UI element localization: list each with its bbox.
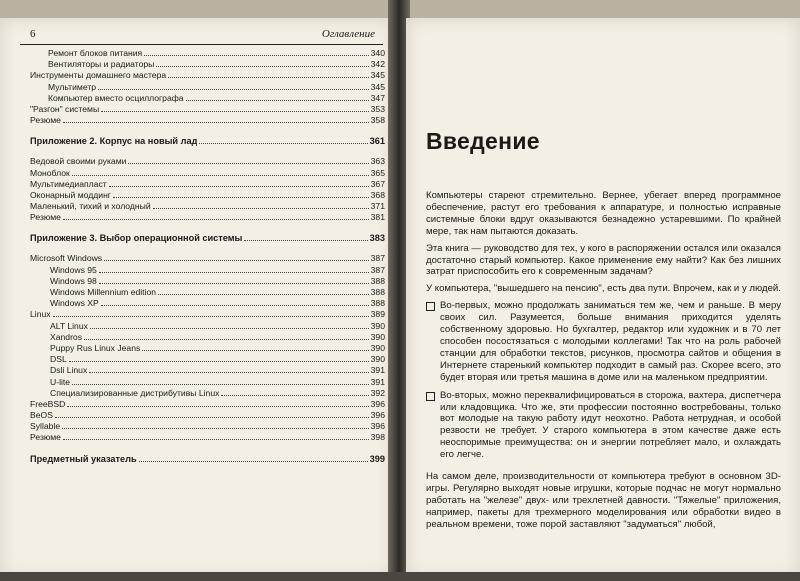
toc-entry-title: Оконарный моддинг (30, 189, 111, 200)
toc-page-number: 399 (369, 453, 385, 464)
toc-entry-title: Ремонт блоков питания (48, 48, 143, 58)
toc-entry-title: Xandros (50, 331, 83, 342)
toc-page-number: 340 (370, 48, 385, 58)
toc-entry-title: ALT Linux (50, 320, 88, 331)
toc-page-number: 388 (370, 287, 385, 297)
bullet-item (426, 300, 781, 383)
toc-entry-title: Компьютер вместо осциллографа (48, 92, 184, 103)
toc-entry-title: Linux (30, 309, 51, 320)
toc-page-number: 353 (370, 103, 385, 114)
toc-entry (30, 276, 385, 287)
toc-leader-dots (55, 417, 369, 418)
bullet-text: Во-первых, можно продолжать заниматься тем же, чем и раньше. В меру своих сил. Разумеется, больше внимания приходится уделять собственному здоровью. Но бухгалтер, редактор или художник и в 70 лет способен посостязаться с молодыми коллегами! Так что на роль рабочей станции для обработки текстов, рисунков, просмотра сайтов и общения в Интернете старенький компьютер подходит в самый раз. Скорее всего, это будет вторая или третья машина в доме или на маленьком предприятии. (440, 300, 781, 383)
toc-entry (30, 265, 385, 276)
toc-page-number: 390 (370, 342, 385, 353)
left-page (0, 18, 393, 578)
toc-page-number: 392 (370, 387, 385, 398)
toc-page-number: 387 (370, 253, 385, 264)
toc-entry (30, 432, 385, 443)
toc-leader-dots (186, 100, 369, 101)
toc-page-number: 363 (370, 156, 385, 167)
toc-entry-title: Microsoft Windows (30, 253, 103, 264)
toc-entry-title: Специализированные дистрибутивы Linux (50, 387, 220, 398)
toc-leader-dots (104, 260, 369, 261)
toc-leader-dots (90, 328, 369, 329)
toc-entry (30, 321, 385, 332)
toc-leader-dots (84, 339, 369, 340)
toc-entry (30, 377, 385, 388)
bullet-item (426, 390, 781, 461)
paragraph: У компьютера, "вышедшего на пенсию", есть два пути. Впрочем, как и у людей. (426, 283, 781, 295)
chapter-title: Введение (426, 128, 540, 154)
toc-page-number: 345 (370, 81, 385, 92)
toc-leader-dots (72, 384, 369, 385)
toc-entry (30, 309, 385, 320)
toc-entry-title: Dsli Linux (50, 365, 88, 376)
toc-entry-title: Резюме (30, 212, 61, 223)
toc-chapter-entry (30, 231, 385, 245)
toc-leader-dots (128, 163, 368, 164)
toc-leader-dots (101, 111, 369, 112)
toc-entry-title: Puppy Rus Linux Jeans (50, 342, 141, 353)
toc-entry (30, 104, 385, 115)
toc-spacer (30, 148, 385, 156)
toc-page-number: 389 (370, 309, 385, 320)
toc-entry-title: Маленький, тихий и холодный (30, 201, 151, 212)
toc-page-number: 387 (370, 264, 385, 275)
checkbox-bullet-icon (426, 392, 435, 401)
paragraph: На самом деле, производительности от компьютера требуют в основном 3D-игры. Регулярно выходят новые игрушки, которые подчас не могут нормально работать на "железе" двух- или трехлетней давности. "Тяжелые" приложения, например, пакеты для трехмерного моделирования или обработки видео в реальном времени, тоже порой заставляют "задуматься" любой, (426, 471, 781, 530)
chapter-body (426, 190, 781, 536)
toc-entry-title: Приложение 2. Корпус на новый лад (30, 136, 198, 147)
toc-spacer (30, 223, 385, 231)
toc-page-number: 390 (370, 331, 385, 342)
toc-leader-dots (98, 89, 369, 90)
toc-leader-dots (158, 294, 369, 295)
toc-entry-title: U-lite (50, 376, 71, 387)
toc-entry-title: Вентиляторы и радиаторы (48, 59, 155, 70)
toc-entry (30, 190, 385, 201)
toc-entry-title: Windows XP (50, 298, 99, 309)
toc-entry (30, 179, 385, 190)
toc-entry-title: Ведовой своими руками (30, 156, 127, 167)
toc-entry (30, 365, 385, 376)
toc-page-number: 365 (370, 167, 385, 178)
paragraph: Эта книга — руководство для тех, у кого в распоряжении остался или оказался достаточно старый компьютер. Какое применение ему найти? Как без лишних затрат приспособить его к современным задачам? (426, 242, 781, 278)
toc-entry (30, 388, 385, 399)
toc-entry (30, 287, 385, 298)
toc-entry (30, 59, 385, 70)
toc-leader-dots (99, 272, 369, 273)
toc-entry (30, 343, 385, 354)
toc-entry-title: Windows Millennium edition (50, 287, 157, 297)
toc-page-number: 358 (370, 115, 385, 126)
toc-entry-title: Windows 95 (50, 264, 97, 275)
toc-entry-title: Резюме (30, 115, 61, 126)
toc-entry-title: "Разгон" системы (30, 103, 100, 114)
toc-entry (30, 82, 385, 93)
toc-leader-dots (142, 350, 368, 351)
toc-leader-dots (72, 175, 369, 176)
toc-page-number: 398 (370, 432, 385, 443)
toc-entry (30, 93, 385, 104)
toc-entry (30, 156, 385, 167)
toc-leader-dots (199, 143, 367, 144)
running-head (20, 28, 383, 45)
running-title: Оглавление (321, 28, 375, 40)
toc-entry-title: Мультимедиапласт (30, 178, 107, 189)
toc-page-number: 381 (370, 212, 385, 223)
checkbox-bullet-icon (426, 302, 435, 311)
toc-entry (30, 115, 385, 126)
table-of-contents (30, 48, 385, 474)
paragraph: Компьютеры стареют стремительно. Вернее, убегает вперед программное обеспечение, растут его требования к аппаратуре, и полностью исправные системные блоки вдруг оказываются безнадежно устаревшими. По крайней мере, так нам пытаются доказать. (426, 190, 781, 237)
toc-page-number: 361 (369, 136, 385, 147)
toc-page-number: 383 (369, 233, 385, 244)
toc-entry-title: Предметный указатель (30, 453, 137, 464)
toc-entry (30, 332, 385, 343)
toc-page-number: 390 (370, 354, 385, 365)
toc-entry (30, 253, 385, 264)
toc-leader-dots (69, 361, 369, 362)
toc-page-number: 342 (370, 59, 385, 70)
toc-leader-dots (221, 395, 368, 396)
toc-entry (30, 48, 385, 59)
toc-leader-dots (113, 197, 369, 198)
toc-spacer (30, 245, 385, 253)
toc-entry-title: Резюме (30, 432, 61, 443)
toc-leader-dots (144, 55, 368, 56)
toc-page-number: 396 (370, 421, 385, 432)
toc-chapter-entry (30, 452, 385, 466)
toc-page-number: 371 (370, 201, 385, 212)
toc-entry (30, 410, 385, 421)
toc-page-number: 367 (370, 178, 385, 189)
toc-page-number: 368 (370, 189, 385, 200)
toc-spacer (30, 466, 385, 474)
toc-page-number: 391 (370, 376, 385, 387)
toc-leader-dots (67, 406, 368, 407)
bullet-text: Во-вторых, можно переквалифицироваться в сторожа, вахтера, диспетчера или кладовщика. Что же, эти профессии постоянно востребованы, только вот молодые на такую работу идут неохотно. Работа нетрудная, и особой резвости не требует. У старого компьютера в этом качестве даже есть неоспоримые преимущества: он и энергии потребляет мало, и охлаждать его легче. (440, 389, 781, 461)
toc-leader-dots (99, 283, 369, 284)
toc-page-number: 347 (370, 92, 385, 103)
toc-leader-dots (168, 77, 369, 78)
toc-entry-title: Моноблок (30, 167, 70, 178)
toc-entry-title: BeOS (30, 410, 53, 421)
toc-entry-title: Инструменты домашнего мастера (30, 70, 167, 81)
toc-leader-dots (63, 122, 369, 123)
toc-entry (30, 298, 385, 309)
toc-spacer (30, 126, 385, 134)
page-bottom-shadow (0, 572, 800, 581)
toc-entry-title: Приложение 3. Выбор операционной системы (30, 233, 243, 244)
toc-leader-dots (63, 219, 369, 220)
toc-entry (30, 201, 385, 212)
toc-page-number: 388 (370, 275, 385, 286)
toc-spacer (30, 444, 385, 452)
toc-entry (30, 421, 385, 432)
toc-page-number: 345 (370, 70, 385, 81)
toc-chapter-entry (30, 134, 385, 148)
toc-page-number: 396 (370, 410, 385, 421)
toc-leader-dots (89, 372, 368, 373)
toc-leader-dots (62, 428, 369, 429)
toc-entry (30, 70, 385, 81)
toc-leader-dots (109, 186, 369, 187)
toc-entry (30, 399, 385, 410)
toc-entry-title: Syllable (30, 421, 61, 432)
toc-entry-title: DSL (50, 354, 67, 365)
toc-entry (30, 212, 385, 223)
toc-leader-dots (63, 439, 369, 440)
toc-entry-title: Мультиметр (48, 81, 97, 92)
toc-leader-dots (53, 316, 369, 317)
toc-page-number: 391 (370, 365, 385, 376)
toc-leader-dots (153, 208, 369, 209)
page-number: 6 (30, 28, 36, 40)
toc-entry-title: FreeBSD (30, 398, 66, 409)
toc-page-number: 396 (370, 398, 385, 409)
toc-entry (30, 168, 385, 179)
toc-leader-dots (156, 66, 368, 67)
toc-page-number: 390 (370, 320, 385, 331)
toc-leader-dots (139, 461, 368, 462)
toc-leader-dots (244, 240, 367, 241)
toc-entry-title: Windows 98 (50, 275, 97, 286)
toc-leader-dots (101, 305, 369, 306)
toc-entry (30, 354, 385, 365)
toc-page-number: 388 (370, 298, 385, 309)
